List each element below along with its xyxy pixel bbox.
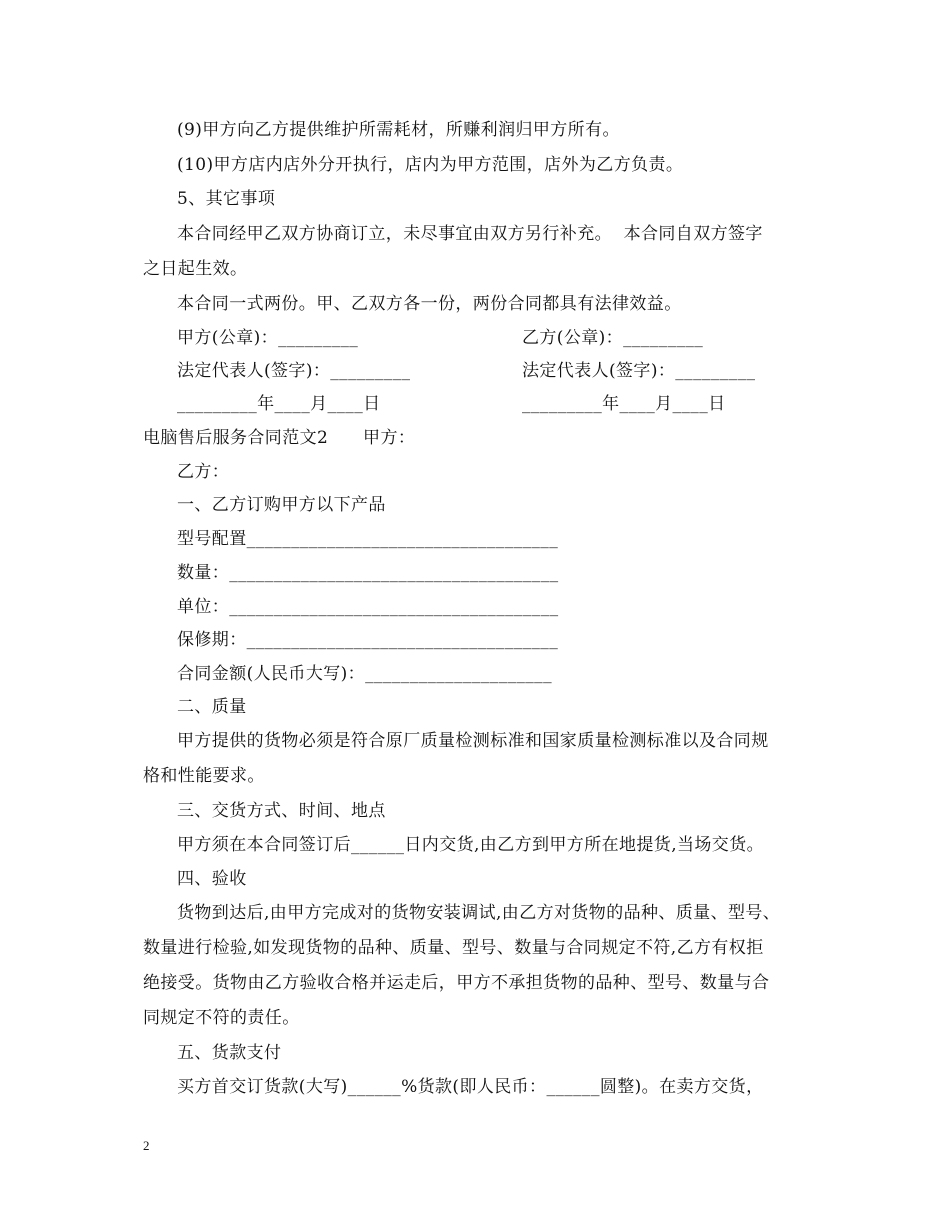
paragraph-line: 本合同经甲乙双方协商订立，未尽事宜由双方另行补充。 本合同自双方签字 — [177, 224, 763, 244]
paragraph-line: 甲方须在本合同签订后______日内交货,由乙方到甲方所在地提货,当场交货。 — [177, 835, 765, 855]
section-heading: 五、货款支付 — [177, 1043, 282, 1063]
party-b-seal: 乙方(公章)：_________ — [522, 328, 704, 348]
paragraph-line: 格和性能要求。 — [143, 766, 265, 786]
paragraph-line: 数量进行检验,如发现货物的品种、质量、型号、数量与合同规定不符,乙方有权拒 — [143, 938, 764, 958]
paragraph-line: 绝接受。货物由乙方验收合格并运走后，甲方不承担货物的品种、型号、数量与合 — [143, 973, 770, 993]
field-quantity: 数量：_____________________________________ — [177, 563, 559, 583]
paragraph-line: 同规定不符的责任。 — [143, 1008, 300, 1028]
party-a-seal: 甲方(公章)：_________ — [177, 328, 359, 348]
field-unit: 单位：_____________________________________ — [177, 597, 559, 617]
section-heading: 三、交货方式、时间、地点 — [177, 801, 386, 821]
field-model: 型号配置___________________________________ — [177, 529, 559, 549]
party-a-date: _________年____月____日 — [177, 394, 381, 414]
section-heading: 四、验收 — [177, 869, 247, 889]
document-title: 电脑售后服务合同范文2 甲方： — [143, 428, 416, 448]
clause-10: (10)甲方店内店外分开执行，店内为甲方范围，店外为乙方负责。 — [177, 155, 684, 175]
party-a-representative: 法定代表人(签字)：_________ — [177, 361, 411, 381]
page-number: 2 — [143, 1138, 150, 1153]
paragraph-line: 买方首交订货款(大写)______%货款(即人民币：______圆整)。在卖方交货， — [177, 1077, 764, 1097]
field-warranty: 保修期：___________________________________ — [177, 630, 559, 650]
paragraph-line: 之日起生效。 — [143, 259, 248, 279]
paragraph-line: 货物到达后,由甲方完成对的货物安装调试,由乙方对货物的品种、质量、型号、 — [177, 903, 781, 923]
paragraph-line: 本合同一式两份。甲、乙双方各一份，两份合同都具有法律效益。 — [177, 294, 682, 314]
section-heading: 二、质量 — [177, 697, 247, 717]
section-heading: 一、乙方订购甲方以下产品 — [177, 495, 386, 515]
paragraph-line: 甲方提供的货物必须是符合原厂质量检测标准和国家质量检测标准以及合同规 — [177, 731, 769, 751]
party-b-label: 乙方： — [177, 462, 230, 482]
section-heading: 5、其它事项 — [177, 189, 276, 209]
field-amount: 合同金额(人民币大写)：_____________________ — [177, 664, 552, 684]
party-b-representative: 法定代表人(签字)：_________ — [522, 361, 756, 381]
party-b-date: _________年____月____日 — [522, 394, 726, 414]
clause-9: (9)甲方向乙方提供维护所需耗材，所赚利润归甲方所有。 — [177, 120, 620, 140]
